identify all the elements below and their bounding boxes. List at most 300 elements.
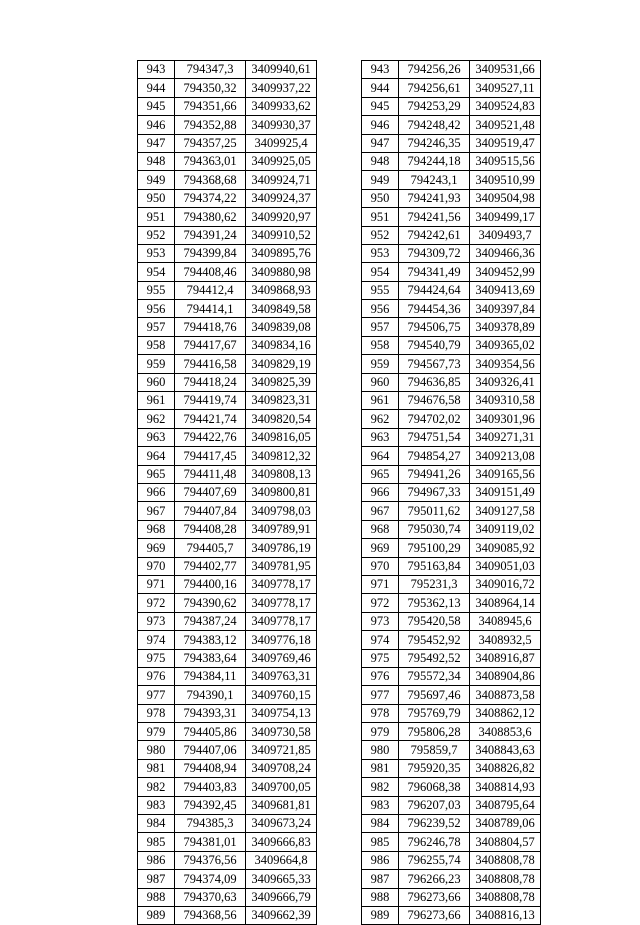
table-row xyxy=(138,723,317,741)
y-coordinate-cell: 3409301,96 xyxy=(470,410,541,428)
point-number-cell: 967 xyxy=(362,502,399,520)
point-number-cell: 961 xyxy=(362,392,399,410)
x-coordinate-cell: 794408,94 xyxy=(175,759,246,777)
table-row xyxy=(138,134,317,152)
x-coordinate-cell: 796068,38 xyxy=(399,778,470,796)
y-coordinate-cell: 3408808,78 xyxy=(470,870,541,888)
y-coordinate-cell: 3408804,57 xyxy=(470,833,541,851)
point-number-cell: 971 xyxy=(138,575,175,593)
y-coordinate-cell: 3409880,98 xyxy=(246,263,317,281)
point-number-cell: 964 xyxy=(362,447,399,465)
point-number-cell: 951 xyxy=(362,208,399,226)
x-coordinate-cell: 794357,25 xyxy=(175,134,246,152)
point-number-cell: 977 xyxy=(362,686,399,704)
point-number-cell: 961 xyxy=(138,392,175,410)
table-row xyxy=(138,355,317,373)
table-row xyxy=(362,300,541,318)
table-row xyxy=(362,116,541,134)
x-coordinate-cell: 794411,48 xyxy=(175,465,246,483)
y-coordinate-cell: 3408945,6 xyxy=(470,612,541,630)
point-number-cell: 958 xyxy=(138,336,175,354)
x-coordinate-cell: 794241,93 xyxy=(399,189,470,207)
x-coordinate-cell: 794636,85 xyxy=(399,373,470,391)
table-row xyxy=(362,373,541,391)
x-coordinate-cell: 794399,84 xyxy=(175,244,246,262)
point-number-cell: 952 xyxy=(138,226,175,244)
point-number-cell: 958 xyxy=(362,336,399,354)
table-row xyxy=(362,97,541,115)
point-number-cell: 967 xyxy=(138,502,175,520)
x-coordinate-cell: 794702,02 xyxy=(399,410,470,428)
table-row xyxy=(138,373,317,391)
point-number-cell: 966 xyxy=(362,483,399,501)
x-coordinate-cell: 795920,35 xyxy=(399,759,470,777)
point-number-cell: 973 xyxy=(138,612,175,630)
table-row xyxy=(138,539,317,557)
y-coordinate-cell: 3409165,56 xyxy=(470,465,541,483)
point-number-cell: 955 xyxy=(362,281,399,299)
point-number-cell: 948 xyxy=(362,152,399,170)
table-row xyxy=(138,171,317,189)
y-coordinate-cell: 3409681,81 xyxy=(246,796,317,814)
point-number-cell: 954 xyxy=(362,263,399,281)
x-coordinate-cell: 794242,61 xyxy=(399,226,470,244)
point-number-cell: 949 xyxy=(138,171,175,189)
x-coordinate-cell: 794407,69 xyxy=(175,483,246,501)
x-coordinate-cell: 794374,22 xyxy=(175,189,246,207)
y-coordinate-cell: 3409812,32 xyxy=(246,447,317,465)
table-row xyxy=(362,61,541,79)
point-number-cell: 976 xyxy=(362,667,399,685)
y-coordinate-cell: 3409515,56 xyxy=(470,152,541,170)
point-number-cell: 944 xyxy=(362,79,399,97)
y-coordinate-cell: 3408808,78 xyxy=(470,851,541,869)
x-coordinate-cell: 794381,01 xyxy=(175,833,246,851)
table-row xyxy=(362,631,541,649)
table-row xyxy=(138,318,317,336)
point-number-cell: 971 xyxy=(362,575,399,593)
x-coordinate-cell: 794248,42 xyxy=(399,116,470,134)
point-number-cell: 943 xyxy=(138,61,175,79)
table-row xyxy=(138,502,317,520)
y-coordinate-cell: 3409798,03 xyxy=(246,502,317,520)
table-row xyxy=(362,465,541,483)
x-coordinate-cell: 796239,52 xyxy=(399,815,470,833)
point-number-cell: 964 xyxy=(138,447,175,465)
y-coordinate-cell: 3409085,92 xyxy=(470,539,541,557)
point-number-cell: 953 xyxy=(138,244,175,262)
y-coordinate-cell: 3409816,05 xyxy=(246,428,317,446)
x-coordinate-cell: 794422,76 xyxy=(175,428,246,446)
y-coordinate-cell: 3409519,47 xyxy=(470,134,541,152)
table-row xyxy=(362,355,541,373)
table-row xyxy=(362,686,541,704)
point-number-cell: 969 xyxy=(138,539,175,557)
point-number-cell: 989 xyxy=(362,906,399,924)
point-number-cell: 986 xyxy=(362,851,399,869)
y-coordinate-cell: 3409920,97 xyxy=(246,208,317,226)
table-row xyxy=(362,704,541,722)
x-coordinate-cell: 794854,27 xyxy=(399,447,470,465)
table-row xyxy=(362,612,541,630)
table-row xyxy=(138,851,317,869)
x-coordinate-cell: 794454,36 xyxy=(399,300,470,318)
table-row xyxy=(362,410,541,428)
x-coordinate-cell: 794414,1 xyxy=(175,300,246,318)
table-row xyxy=(138,575,317,593)
x-coordinate-cell: 794506,75 xyxy=(399,318,470,336)
x-coordinate-cell: 794540,79 xyxy=(399,336,470,354)
coordinates-table-left xyxy=(137,60,317,925)
table-row xyxy=(138,263,317,281)
x-coordinate-cell: 794402,77 xyxy=(175,557,246,575)
y-coordinate-cell: 3409524,83 xyxy=(470,97,541,115)
table-row xyxy=(138,392,317,410)
x-coordinate-cell: 795492,52 xyxy=(399,649,470,667)
table-row xyxy=(362,815,541,833)
point-number-cell: 987 xyxy=(138,870,175,888)
x-coordinate-cell: 794368,68 xyxy=(175,171,246,189)
table-row xyxy=(138,704,317,722)
table-row xyxy=(362,392,541,410)
table-row xyxy=(362,594,541,612)
y-coordinate-cell: 3409413,69 xyxy=(470,281,541,299)
point-number-cell: 974 xyxy=(138,631,175,649)
x-coordinate-cell: 795572,34 xyxy=(399,667,470,685)
point-number-cell: 984 xyxy=(138,815,175,833)
table-row xyxy=(138,686,317,704)
point-number-cell: 945 xyxy=(362,97,399,115)
y-coordinate-cell: 3408814,93 xyxy=(470,778,541,796)
point-number-cell: 960 xyxy=(362,373,399,391)
x-coordinate-cell: 795163,84 xyxy=(399,557,470,575)
x-coordinate-cell: 794967,33 xyxy=(399,483,470,501)
x-coordinate-cell: 794408,28 xyxy=(175,520,246,538)
table-row xyxy=(138,244,317,262)
x-coordinate-cell: 794403,83 xyxy=(175,778,246,796)
x-coordinate-cell: 794309,72 xyxy=(399,244,470,262)
y-coordinate-cell: 3408862,12 xyxy=(470,704,541,722)
y-coordinate-cell: 3409271,31 xyxy=(470,428,541,446)
table-row xyxy=(362,723,541,741)
table-row xyxy=(362,79,541,97)
y-coordinate-cell: 3409016,72 xyxy=(470,575,541,593)
point-number-cell: 963 xyxy=(362,428,399,446)
point-number-cell: 985 xyxy=(138,833,175,851)
point-number-cell: 977 xyxy=(138,686,175,704)
table-row xyxy=(138,152,317,170)
table-row xyxy=(138,300,317,318)
point-number-cell: 969 xyxy=(362,539,399,557)
point-number-cell: 978 xyxy=(362,704,399,722)
y-coordinate-cell: 3409778,17 xyxy=(246,594,317,612)
x-coordinate-cell: 794390,1 xyxy=(175,686,246,704)
point-number-cell: 972 xyxy=(138,594,175,612)
x-coordinate-cell: 795697,46 xyxy=(399,686,470,704)
y-coordinate-cell: 3409820,54 xyxy=(246,410,317,428)
x-coordinate-cell: 795100,29 xyxy=(399,539,470,557)
point-number-cell: 980 xyxy=(138,741,175,759)
x-coordinate-cell: 794376,56 xyxy=(175,851,246,869)
x-coordinate-cell: 794347,3 xyxy=(175,61,246,79)
x-coordinate-cell: 794374,09 xyxy=(175,870,246,888)
x-coordinate-cell: 794391,24 xyxy=(175,226,246,244)
y-coordinate-cell: 3409708,24 xyxy=(246,759,317,777)
y-coordinate-cell: 3409510,99 xyxy=(470,171,541,189)
point-number-cell: 970 xyxy=(138,557,175,575)
point-number-cell: 954 xyxy=(138,263,175,281)
point-number-cell: 979 xyxy=(138,723,175,741)
table-row xyxy=(362,741,541,759)
point-number-cell: 957 xyxy=(362,318,399,336)
x-coordinate-cell: 794385,3 xyxy=(175,815,246,833)
point-number-cell: 945 xyxy=(138,97,175,115)
table-row xyxy=(138,741,317,759)
y-coordinate-cell: 3409527,11 xyxy=(470,79,541,97)
table-row xyxy=(138,447,317,465)
point-number-cell: 951 xyxy=(138,208,175,226)
x-coordinate-cell: 794387,24 xyxy=(175,612,246,630)
x-coordinate-cell: 795806,28 xyxy=(399,723,470,741)
point-number-cell: 986 xyxy=(138,851,175,869)
point-number-cell: 982 xyxy=(138,778,175,796)
y-coordinate-cell: 3409051,03 xyxy=(470,557,541,575)
x-coordinate-cell: 795859,7 xyxy=(399,741,470,759)
point-number-cell: 981 xyxy=(138,759,175,777)
table-row xyxy=(138,61,317,79)
y-coordinate-cell: 3409834,16 xyxy=(246,336,317,354)
y-coordinate-cell: 3409829,19 xyxy=(246,355,317,373)
y-coordinate-cell: 3409924,37 xyxy=(246,189,317,207)
point-number-cell: 985 xyxy=(362,833,399,851)
table-row xyxy=(138,759,317,777)
point-number-cell: 974 xyxy=(362,631,399,649)
y-coordinate-cell: 3409397,84 xyxy=(470,300,541,318)
point-number-cell: 949 xyxy=(362,171,399,189)
x-coordinate-cell: 794246,35 xyxy=(399,134,470,152)
table-row xyxy=(138,667,317,685)
y-coordinate-cell: 3409493,7 xyxy=(470,226,541,244)
table-row xyxy=(362,851,541,869)
point-number-cell: 975 xyxy=(362,649,399,667)
table-row xyxy=(138,281,317,299)
x-coordinate-cell: 795420,58 xyxy=(399,612,470,630)
point-number-cell: 956 xyxy=(138,300,175,318)
x-coordinate-cell: 794352,88 xyxy=(175,116,246,134)
y-coordinate-cell: 3408916,87 xyxy=(470,649,541,667)
point-number-cell: 963 xyxy=(138,428,175,446)
x-coordinate-cell: 794244,18 xyxy=(399,152,470,170)
point-number-cell: 956 xyxy=(362,300,399,318)
table-row xyxy=(138,483,317,501)
table-row xyxy=(362,539,541,557)
y-coordinate-cell: 3409789,91 xyxy=(246,520,317,538)
y-coordinate-cell: 3409700,05 xyxy=(246,778,317,796)
point-number-cell: 957 xyxy=(138,318,175,336)
x-coordinate-cell: 794416,58 xyxy=(175,355,246,373)
table-row xyxy=(138,189,317,207)
x-coordinate-cell: 794751,54 xyxy=(399,428,470,446)
y-coordinate-cell: 3409868,93 xyxy=(246,281,317,299)
point-number-cell: 968 xyxy=(362,520,399,538)
y-coordinate-cell: 3409213,08 xyxy=(470,447,541,465)
point-number-cell: 950 xyxy=(362,189,399,207)
y-coordinate-cell: 3409778,17 xyxy=(246,575,317,593)
point-number-cell: 976 xyxy=(138,667,175,685)
y-coordinate-cell: 3409365,02 xyxy=(470,336,541,354)
x-coordinate-cell: 794412,4 xyxy=(175,281,246,299)
x-coordinate-cell: 794400,16 xyxy=(175,575,246,593)
x-coordinate-cell: 794256,61 xyxy=(399,79,470,97)
point-number-cell: 984 xyxy=(362,815,399,833)
x-coordinate-cell: 796273,66 xyxy=(399,906,470,924)
y-coordinate-cell: 3409778,17 xyxy=(246,612,317,630)
x-coordinate-cell: 794392,45 xyxy=(175,796,246,814)
point-number-cell: 975 xyxy=(138,649,175,667)
y-coordinate-cell: 3409933,62 xyxy=(246,97,317,115)
table-row xyxy=(138,612,317,630)
y-coordinate-cell: 3409665,33 xyxy=(246,870,317,888)
y-coordinate-cell: 3409930,37 xyxy=(246,116,317,134)
x-coordinate-cell: 794418,76 xyxy=(175,318,246,336)
table-row xyxy=(362,575,541,593)
table-row xyxy=(138,208,317,226)
table-row xyxy=(362,263,541,281)
x-coordinate-cell: 794676,58 xyxy=(399,392,470,410)
table-row xyxy=(138,631,317,649)
point-number-cell: 988 xyxy=(138,888,175,906)
table-row xyxy=(138,428,317,446)
y-coordinate-cell: 3408904,86 xyxy=(470,667,541,685)
table-body xyxy=(138,61,317,925)
x-coordinate-cell: 794363,01 xyxy=(175,152,246,170)
table-row xyxy=(362,870,541,888)
point-number-cell: 960 xyxy=(138,373,175,391)
point-number-cell: 968 xyxy=(138,520,175,538)
table-row xyxy=(138,97,317,115)
x-coordinate-cell: 794408,46 xyxy=(175,263,246,281)
table-row xyxy=(138,410,317,428)
y-coordinate-cell: 3409786,19 xyxy=(246,539,317,557)
x-coordinate-cell: 795769,79 xyxy=(399,704,470,722)
y-coordinate-cell: 3409910,52 xyxy=(246,226,317,244)
point-number-cell: 953 xyxy=(362,244,399,262)
table-body xyxy=(362,61,541,925)
point-number-cell: 983 xyxy=(138,796,175,814)
x-coordinate-cell: 794256,26 xyxy=(399,61,470,79)
point-number-cell: 962 xyxy=(138,410,175,428)
point-number-cell: 965 xyxy=(362,465,399,483)
x-coordinate-cell: 794383,12 xyxy=(175,631,246,649)
table-row xyxy=(138,796,317,814)
table-row xyxy=(362,520,541,538)
table-row xyxy=(362,557,541,575)
x-coordinate-cell: 794383,64 xyxy=(175,649,246,667)
point-number-cell: 959 xyxy=(362,355,399,373)
point-number-cell: 944 xyxy=(138,79,175,97)
y-coordinate-cell: 3409925,4 xyxy=(246,134,317,152)
table-row xyxy=(362,759,541,777)
x-coordinate-cell: 794390,62 xyxy=(175,594,246,612)
point-number-cell: 988 xyxy=(362,888,399,906)
y-coordinate-cell: 3409326,41 xyxy=(470,373,541,391)
table-row xyxy=(362,906,541,924)
y-coordinate-cell: 3409666,79 xyxy=(246,888,317,906)
x-coordinate-cell: 794419,74 xyxy=(175,392,246,410)
table-row xyxy=(362,226,541,244)
x-coordinate-cell: 795452,92 xyxy=(399,631,470,649)
point-number-cell: 946 xyxy=(138,116,175,134)
table-row xyxy=(362,428,541,446)
point-number-cell: 989 xyxy=(138,906,175,924)
table-row xyxy=(138,870,317,888)
table-row xyxy=(362,833,541,851)
y-coordinate-cell: 3409760,15 xyxy=(246,686,317,704)
y-coordinate-cell: 3409849,58 xyxy=(246,300,317,318)
table-row xyxy=(362,778,541,796)
x-coordinate-cell: 796246,78 xyxy=(399,833,470,851)
table-row xyxy=(362,244,541,262)
y-coordinate-cell: 3409666,83 xyxy=(246,833,317,851)
x-coordinate-cell: 794407,06 xyxy=(175,741,246,759)
y-coordinate-cell: 3409127,58 xyxy=(470,502,541,520)
y-coordinate-cell: 3408789,06 xyxy=(470,815,541,833)
x-coordinate-cell: 794370,63 xyxy=(175,888,246,906)
x-coordinate-cell: 794241,56 xyxy=(399,208,470,226)
y-coordinate-cell: 3408873,58 xyxy=(470,686,541,704)
table-row xyxy=(138,833,317,851)
x-coordinate-cell: 794351,66 xyxy=(175,97,246,115)
y-coordinate-cell: 3409825,39 xyxy=(246,373,317,391)
point-number-cell: 962 xyxy=(362,410,399,428)
x-coordinate-cell: 795231,3 xyxy=(399,575,470,593)
x-coordinate-cell: 795030,74 xyxy=(399,520,470,538)
point-number-cell: 947 xyxy=(138,134,175,152)
table-row xyxy=(362,152,541,170)
x-coordinate-cell: 794350,32 xyxy=(175,79,246,97)
y-coordinate-cell: 3409839,08 xyxy=(246,318,317,336)
point-number-cell: 982 xyxy=(362,778,399,796)
x-coordinate-cell: 794417,45 xyxy=(175,447,246,465)
y-coordinate-cell: 3409924,71 xyxy=(246,171,317,189)
x-coordinate-cell: 796266,23 xyxy=(399,870,470,888)
y-coordinate-cell: 3409662,39 xyxy=(246,906,317,924)
y-coordinate-cell: 3409119,02 xyxy=(470,520,541,538)
point-number-cell: 952 xyxy=(362,226,399,244)
x-coordinate-cell: 794405,7 xyxy=(175,539,246,557)
table-row xyxy=(138,79,317,97)
x-coordinate-cell: 796207,03 xyxy=(399,796,470,814)
x-coordinate-cell: 794341,49 xyxy=(399,263,470,281)
x-coordinate-cell: 796255,74 xyxy=(399,851,470,869)
x-coordinate-cell: 795011,62 xyxy=(399,502,470,520)
y-coordinate-cell: 3409925,05 xyxy=(246,152,317,170)
point-number-cell: 979 xyxy=(362,723,399,741)
table-row xyxy=(138,520,317,538)
table-row xyxy=(362,888,541,906)
point-number-cell: 948 xyxy=(138,152,175,170)
table-row xyxy=(362,281,541,299)
x-coordinate-cell: 794417,67 xyxy=(175,336,246,354)
x-coordinate-cell: 794368,56 xyxy=(175,906,246,924)
point-number-cell: 980 xyxy=(362,741,399,759)
point-number-cell: 972 xyxy=(362,594,399,612)
table-row xyxy=(138,465,317,483)
table-row xyxy=(362,171,541,189)
y-coordinate-cell: 3409378,89 xyxy=(470,318,541,336)
table-row xyxy=(362,796,541,814)
point-number-cell: 970 xyxy=(362,557,399,575)
